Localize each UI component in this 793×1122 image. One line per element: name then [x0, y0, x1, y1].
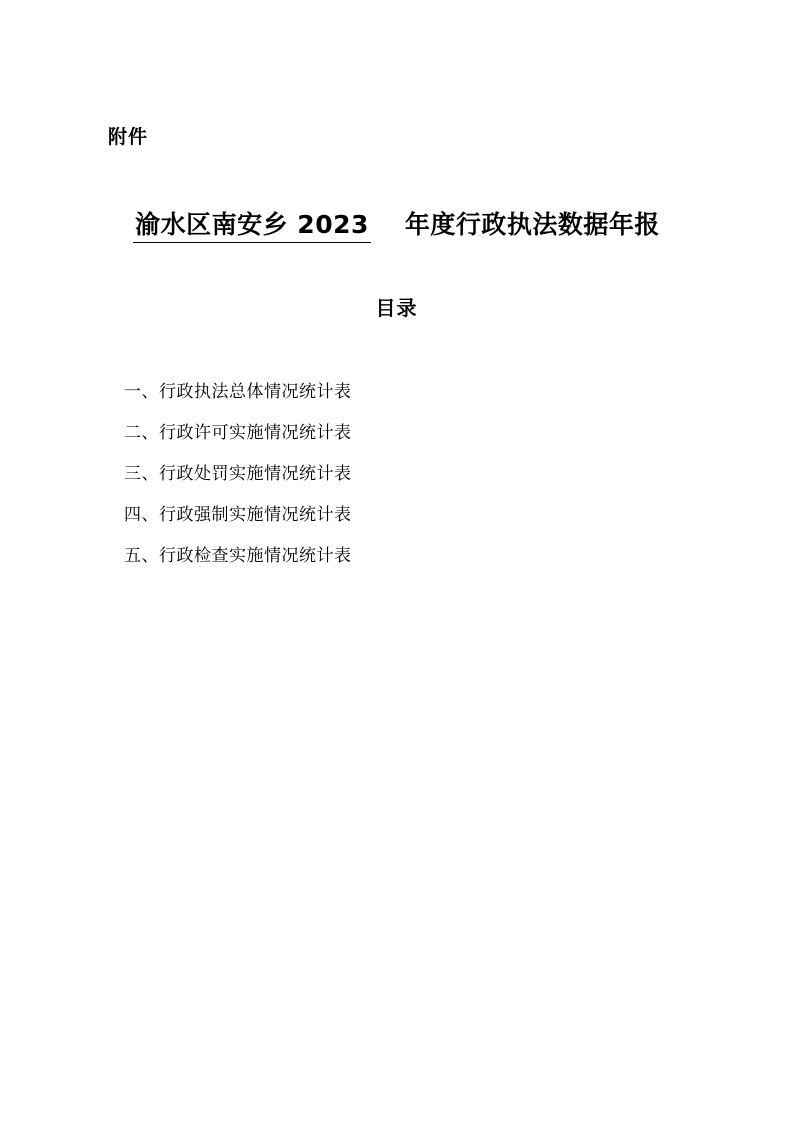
page-title	[0, 205, 793, 243]
list-item[interactable]: 五、行政检查实施情况统计表	[124, 546, 352, 566]
list-item[interactable]: 一、行政执法总体情况统计表	[124, 382, 352, 402]
list-item[interactable]: 四、行政强制实施情况统计表	[124, 505, 352, 525]
toc-list	[124, 372, 684, 577]
list-item[interactable]: 二、行政许可实施情况统计表	[124, 423, 352, 443]
list-item[interactable]: 三、行政处罚实施情况统计表	[124, 464, 352, 484]
attachment-label: 附件	[108, 126, 149, 148]
toc-heading: 目录	[375, 296, 418, 320]
page-title-fill-prefix: 渝水区南安乡 2023	[133, 205, 371, 243]
page-title-suffix: 年度行政执法数据年报	[404, 210, 660, 239]
